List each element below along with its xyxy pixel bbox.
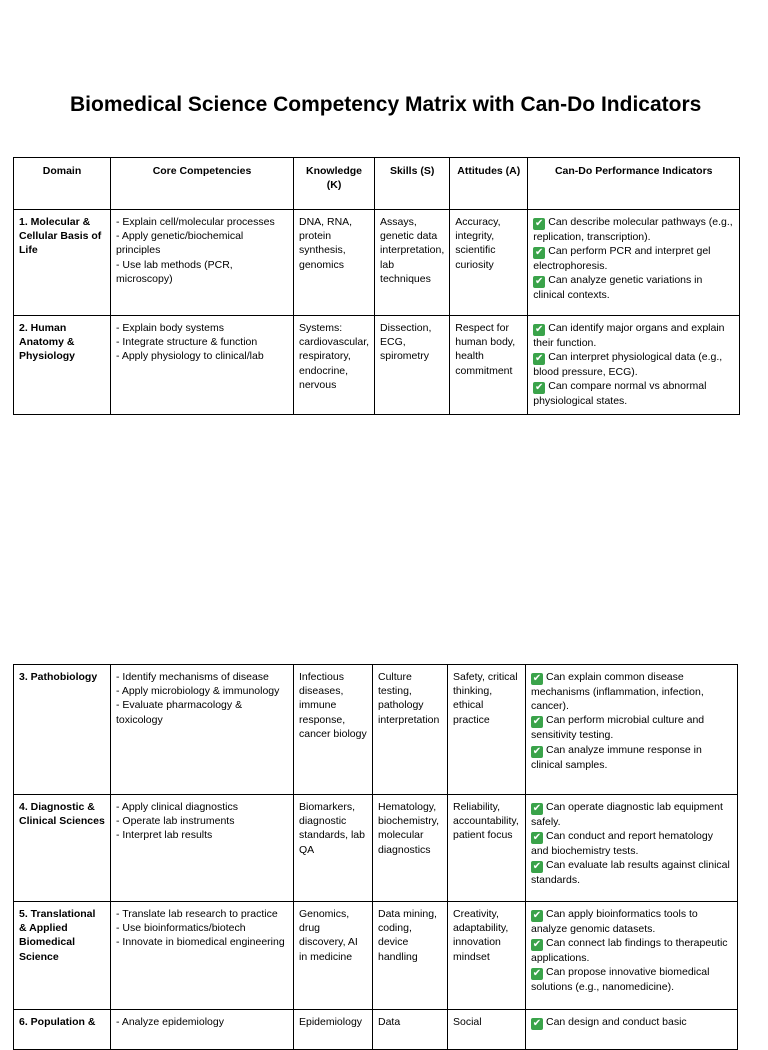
cell-skills: Assays, genetic data interpretation, lab techniques	[375, 210, 450, 316]
competency-table-part-1	[13, 157, 740, 415]
cell-knowledge: DNA, RNA, protein synthesis, genomics	[294, 210, 375, 316]
cell-skills: Data mining, coding, device handling	[373, 902, 448, 1010]
check-mark-icon: ✔	[535, 218, 544, 229]
cell-core-competencies	[111, 210, 294, 316]
core-competency-item: - Apply genetic/biochemical principles	[116, 230, 244, 257]
cell-core-competencies	[111, 1010, 294, 1050]
table-row	[14, 795, 738, 902]
can-do-item	[531, 858, 732, 887]
core-competency-item: - Use lab methods (PCR, microscopy)	[116, 258, 233, 285]
core-competency-item: - Translate lab research to practice	[116, 908, 278, 920]
core-competency-item: - Integrate structure & function	[116, 336, 258, 349]
can-do-item	[533, 321, 734, 350]
cell-skills: Data	[373, 1010, 448, 1050]
can-do-text: Can compare normal vs abnormal physiological states.	[533, 380, 707, 408]
cell-core-competencies	[111, 665, 294, 795]
can-do-text: Can perform microbial culture and sensitivity testing.	[531, 714, 705, 742]
can-do-item	[531, 907, 732, 936]
core-competency-item: - Apply clinical diagnostics	[116, 801, 238, 813]
check-mark-icon: ✔	[535, 247, 544, 259]
check-mark-icon: ✔	[532, 939, 542, 951]
can-do-item	[531, 936, 732, 965]
header-attitudes: Attitudes (A)	[450, 158, 528, 210]
can-do-item	[531, 800, 732, 829]
can-do-text: Can evaluate lab results against clinical standards.	[531, 859, 730, 887]
can-do-text: Can describe molecular pathways (e.g., replication, transcription).	[533, 216, 733, 243]
cell-core-competencies	[111, 795, 294, 902]
can-do-text: Can connect lab findings to therapeutic applications.	[531, 937, 728, 965]
can-do-text: Can interpret physiological data (e.g., blood pressure, ECG).	[533, 351, 723, 379]
table-row	[14, 1010, 738, 1050]
core-competency-item: - Explain body systems	[116, 322, 224, 334]
can-do-text: Can conduct and report hematology and biochemistry tests.	[531, 830, 713, 858]
check-mark-icon: ✔	[535, 382, 544, 394]
can-do-text: Can design and conduct basic	[546, 1016, 687, 1028]
check-mark-icon: ✔	[535, 276, 544, 288]
check-mark-icon: ✔	[532, 968, 542, 980]
cell-attitudes: Creativity, adaptability, innovation mindset	[448, 902, 526, 1010]
cell-core-competencies	[111, 902, 294, 1010]
check-mark-icon: ✔	[535, 324, 544, 335]
cell-attitudes: Respect for human body, health commitment	[450, 316, 528, 415]
can-do-text: Can operate diagnostic lab equipment safely.	[531, 801, 723, 828]
cell-skills: Culture testing, pathology interpretation	[373, 665, 448, 795]
core-competency-item: - Innovate in biomedical engineering	[116, 936, 285, 949]
cell-can-do-indicators	[526, 665, 738, 795]
can-do-text: Can propose innovative biomedical solutions (e.g., nanomedicine).	[531, 966, 710, 994]
core-competency-item: - Identify mechanisms of disease	[116, 671, 269, 683]
header-domain: Domain	[14, 158, 111, 210]
core-competency-item: - Apply microbiology & immunology	[116, 685, 280, 698]
core-competency-item: - Apply physiology to clinical/lab	[116, 350, 264, 363]
check-mark-icon: ✔	[532, 745, 542, 757]
cell-can-do-indicators	[526, 902, 738, 1010]
cell-domain: 2. Human Anatomy & Physiology	[14, 316, 111, 415]
cell-skills: Dissection, ECG, spirometry	[375, 316, 450, 415]
check-mark-icon: ✔	[535, 353, 544, 365]
page-title: Biomedical Science Competency Matrix with Can-Do Indicators	[70, 93, 702, 116]
cell-domain: 4. Diagnostic & Clinical Sciences	[14, 795, 111, 902]
can-do-item	[531, 713, 732, 742]
cell-attitudes: Social	[448, 1010, 526, 1050]
can-do-text: Can perform PCR and interpret gel electrophoresis.	[533, 245, 711, 273]
can-do-text: Can apply bioinformatics tools to analyze genomic datasets.	[531, 908, 698, 935]
core-competency-item: - Evaluate pharmacology & toxicology	[116, 699, 243, 726]
cell-knowledge: Systems: cardiovascular, respiratory, endocrine, nervous	[294, 316, 375, 415]
check-mark-icon: ✔	[532, 861, 542, 873]
cell-core-competencies	[111, 316, 294, 415]
check-mark-icon: ✔	[532, 803, 542, 814]
table-row	[14, 316, 740, 415]
check-mark-icon: ✔	[532, 716, 542, 728]
can-do-item	[531, 1015, 732, 1030]
cell-attitudes: Reliability, accountability, patient focus	[448, 795, 526, 902]
cell-knowledge: Infectious diseases, immune response, cancer biology	[294, 665, 373, 795]
can-do-item	[531, 829, 732, 858]
can-do-item	[531, 965, 732, 994]
cell-skills: Hematology, biochemistry, molecular diagnostics	[373, 795, 448, 902]
table-row	[14, 902, 738, 1010]
can-do-item	[531, 743, 732, 772]
cell-attitudes: Accuracy, integrity, scientific curiosity	[450, 210, 528, 316]
can-do-item	[533, 244, 734, 273]
header-skills: Skills (S)	[375, 158, 450, 210]
can-do-text: Can identify major organs and explain their function.	[533, 322, 725, 349]
cell-can-do-indicators	[526, 1010, 738, 1050]
cell-domain: 1. Molecular & Cellular Basis of Life	[14, 210, 111, 316]
can-do-text: Can explain common disease mechanisms (inflammation, infection, cancer).	[531, 671, 704, 713]
cell-can-do-indicators	[528, 210, 740, 316]
competency-table-part-2	[13, 664, 738, 1050]
check-mark-icon: ✔	[532, 673, 542, 684]
cell-can-do-indicators	[528, 316, 740, 415]
can-do-item	[533, 379, 734, 408]
core-competency-item: - Operate lab instruments	[116, 815, 235, 828]
cell-domain: 3. Pathobiology	[14, 665, 111, 795]
core-competency-item: - Analyze epidemiology	[116, 1016, 224, 1028]
can-do-item	[533, 215, 734, 244]
cell-knowledge: Epidemiology	[294, 1010, 373, 1050]
cell-domain: 5. Translational & Applied Biomedical Science	[14, 902, 111, 1010]
can-do-item	[531, 670, 732, 713]
core-competency-item: - Explain cell/molecular processes	[116, 216, 275, 228]
check-mark-icon: ✔	[532, 1018, 542, 1029]
cell-domain: 6. Population &	[14, 1010, 111, 1050]
table-row	[14, 210, 740, 316]
cell-knowledge: Biomarkers, diagnostic standards, lab QA	[294, 795, 373, 902]
can-do-text: Can analyze immune response in clinical samples.	[531, 743, 702, 771]
core-competency-item: - Use bioinformatics/biotech	[116, 922, 246, 935]
cell-attitudes: Safety, critical thinking, ethical practice	[448, 665, 526, 795]
cell-can-do-indicators	[526, 795, 738, 902]
check-mark-icon: ✔	[532, 832, 542, 844]
can-do-text: Can analyze genetic variations in clinical contexts.	[533, 274, 703, 302]
core-competency-item: - Interpret lab results	[116, 829, 213, 842]
header-core-competencies: Core Competencies	[111, 158, 294, 210]
cell-knowledge: Genomics, drug discovery, AI in medicine	[294, 902, 373, 1010]
table-row	[14, 665, 738, 795]
header-knowledge: Knowledge (K)	[294, 158, 375, 210]
header-can-do-indicators: Can-Do Performance Indicators	[528, 158, 740, 210]
can-do-item	[533, 273, 734, 302]
can-do-item	[533, 350, 734, 379]
check-mark-icon: ✔	[532, 910, 542, 921]
